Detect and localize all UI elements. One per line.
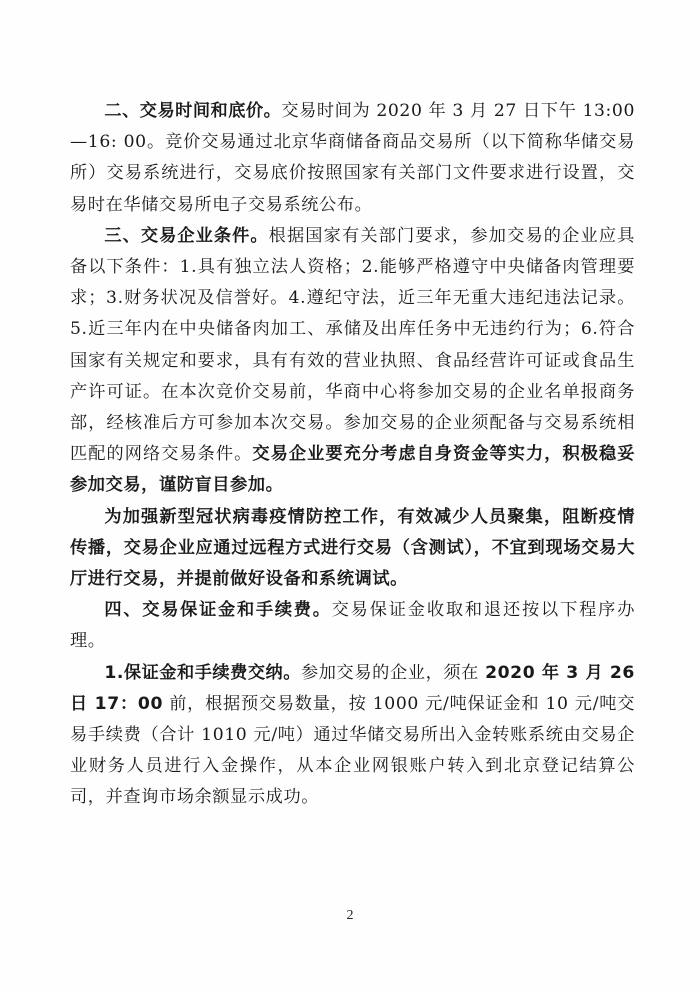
item-1-body-a: 参加交易的企业，须在 bbox=[300, 662, 486, 683]
section-2-body: 交易时间为 2020 年 3 月 27 日下午 13:00—16: 00。竞价交易通过北京华商储备商品交易所（以下简称华储交易所）交易系统进行，交易底价按照国家有关部门文件要求进行设置，交易时在华储交易所电子交易系统公布。 bbox=[70, 101, 635, 215]
page-number: 2 bbox=[346, 908, 354, 923]
section-3-heading: 三、交易企业条件。 bbox=[104, 225, 269, 246]
section-2-paragraph bbox=[70, 96, 635, 221]
section-3-paragraph bbox=[70, 221, 635, 502]
epidemic-paragraph: 为加强新型冠状病毒疫情防控工作，有效减少人员聚集，阻断疫情传播，交易企业应通过远程方式进行交易（含测试），不宜到现场交易大厅进行交易，并提前做好设备和系统调试。 bbox=[70, 506, 635, 590]
section-3-bold-warning: 交易企业要充分考虑自身资金等实力，积极稳妥参加交易，谨防盲目参加。 bbox=[70, 444, 635, 496]
section-4-heading: 四、交易保证金和手续费。 bbox=[104, 600, 332, 621]
section-2-heading: 二、交易时间和底价。 bbox=[104, 101, 282, 121]
section-4-body: 交易保证金收取和退还按以下程序办理。 bbox=[70, 600, 635, 652]
item-1-body-b: 前，根据预交易数量，按 1000 元/吨保证金和 10 元/吨交易手续费（合计 1010 元/吨）通过华储交易所出入金转账系统由交易企业财务人员进行入金操作，从本企业网银账户转入到北京登记结算公司，并查询市场余额显示成功。 bbox=[70, 693, 635, 808]
section-4-paragraph bbox=[70, 595, 635, 657]
item-1-paragraph bbox=[70, 658, 635, 814]
item-1-deadline: 2020 年 3 月 26 日 17：00 bbox=[70, 662, 635, 714]
document-body bbox=[70, 96, 635, 814]
item-1-heading: 1.保证金和手续费交纳。 bbox=[104, 662, 301, 683]
section-3-body: 根据国家有关部门要求，参加交易的企业应具备以下条件：1.具有独立法人资格；2.能够严格遵守中央储备肉管理要求；3.财务状况及信誉好。4.遵纪守法，近三年无重大违纪违法记录。5.近三年内在中央储备肉加工、承储及出库任务中无违约行为；6.符合国家有关规定和要求，具有有效的营业执照、食品经营许可证或食品生产许可证。在本次竞价交易前，华商中心将参加交易的企业名单报商务部，经核准后方可参加本次交易。参加交易的企业须配备与交易系统相匹配的网络交易条件。 bbox=[70, 225, 635, 465]
